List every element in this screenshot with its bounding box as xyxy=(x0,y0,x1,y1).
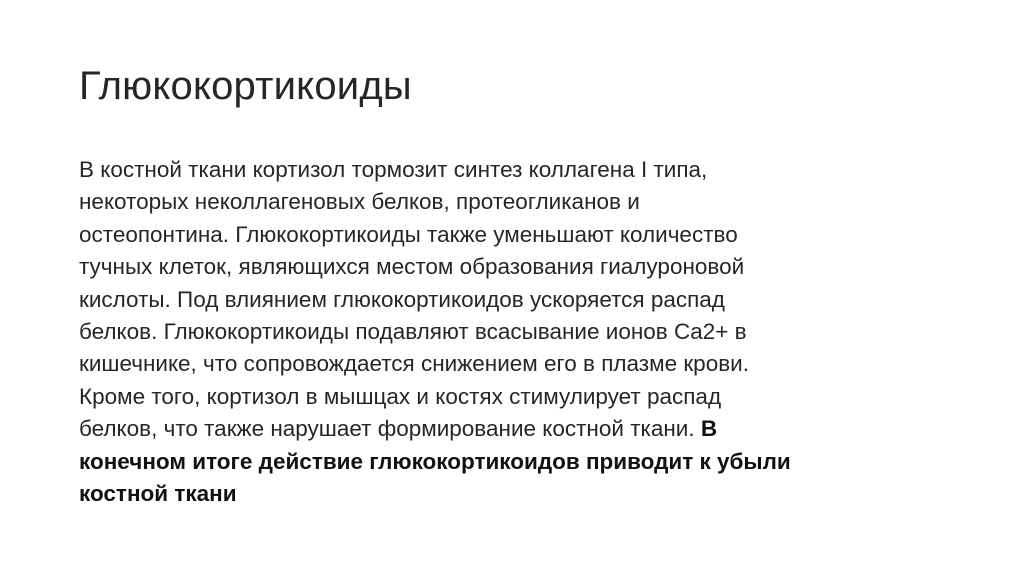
body-line-8: Кроме того, кортизол в мышцах и костях стимулирует распад xyxy=(79,383,722,409)
slide-body-text xyxy=(79,154,929,510)
body-line-5: кислоты. Под влиянием глюкокортикоидов ускоряется распад xyxy=(79,286,725,312)
body-line-4: тучных клеток, являющихся местом образования гиалуроновой xyxy=(79,254,745,280)
body-line-6: белков. Глюкокортикоиды подавляют всасывание ионов Ca2+ в xyxy=(79,319,747,345)
body-line-3: остеопонтина. Глюкокортикоиды также уменьшают количество xyxy=(79,221,738,247)
body-line-7: кишечнике, что сопровождается снижением его в плазме крови. xyxy=(79,351,749,377)
slide-title: Глюкокортикоиды xyxy=(79,64,412,108)
conclusion-text-2: костной ткани xyxy=(79,481,237,507)
body-line-1: В костной ткани кортизол тормозит синтез коллагена I типа, xyxy=(79,157,708,182)
body-line-9 xyxy=(79,413,929,445)
conclusion-text-1: конечном итоге действие глюкокортикоидов приводит к убыли xyxy=(79,448,791,474)
conclusion-line-2 xyxy=(79,478,929,510)
body-line-9-regular: белков, что также нарушает формирование костной ткани. xyxy=(79,416,701,442)
conclusion-line-1 xyxy=(79,446,929,478)
conclusion-start: В xyxy=(700,416,718,442)
body-line-2: некоторых неколлагеновых белков, протеогликанов и xyxy=(79,189,640,215)
